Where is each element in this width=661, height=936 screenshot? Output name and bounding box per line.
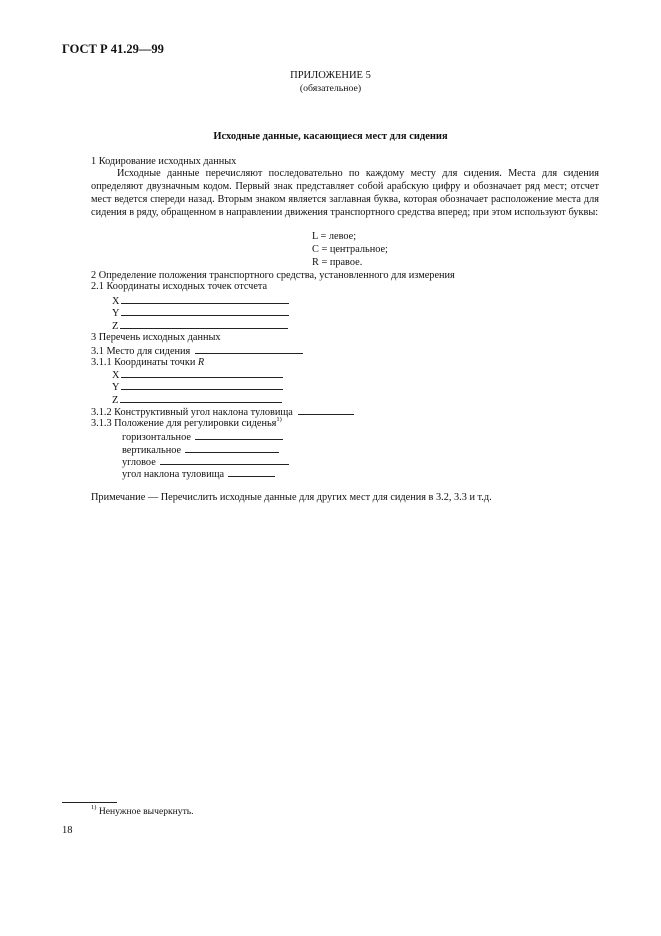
document-code: ГОСТ Р 41.29—99 xyxy=(62,42,164,56)
vertical-field[interactable]: вертикальное xyxy=(122,443,279,457)
horizontal-field[interactable]: горизонтальное xyxy=(122,430,283,444)
point-r-coords-heading: 3.1.1 Координаты точки R xyxy=(91,357,205,368)
angular-field[interactable]: угловое xyxy=(122,455,289,469)
torso-tilt-field[interactable]: угол наклона туловища xyxy=(122,467,275,481)
annex-title: ПРИЛОЖЕНИЕ 5 xyxy=(290,70,371,81)
section-title: Исходные данные, касающиеся мест для сидения xyxy=(213,131,448,142)
footnote: $^{1)}$ Ненужное вычеркнуть. xyxy=(91,804,194,817)
footnote-divider xyxy=(62,802,117,803)
seat-adjust-position-heading: 3.1.3 Положение для регулировки сиденья$^{1)}$ xyxy=(91,416,282,429)
section-2-heading: 2 Определение положения транспортного средства, установленного для измерения xyxy=(91,270,455,281)
point-r-x-field[interactable]: X xyxy=(112,368,283,382)
reference-x-field[interactable]: X xyxy=(112,294,289,308)
point-r-z-field[interactable]: Z xyxy=(112,393,282,407)
section-1-heading: 1 Кодирование исходных данных xyxy=(91,156,237,167)
section-1-paragraph: Исходные данные перечисляют последовательно по каждому месту для сидения. Места для сидения определяют двузначным кодом. Первый знак представляет собой арабскую цифру и обозначает ряд мест; отсчет мест ведется спереди назад. Вторым знаком является заглавная буква, которая обозначает расположение места для сидения в ряду, обращенном в направлении движения транспортного средства вперед; при этом используют буквы: xyxy=(91,168,599,218)
code-right: R = правое. xyxy=(312,257,363,268)
reference-z-field[interactable]: Z xyxy=(112,319,288,333)
code-left: L = левое; xyxy=(312,231,357,242)
page-number: 18 xyxy=(62,825,73,836)
point-r-y-field[interactable]: Y xyxy=(112,380,283,394)
section-3-heading: 3 Перечень исходных данных xyxy=(91,332,221,343)
code-center: C = центральное; xyxy=(312,244,388,255)
section-2-1-heading: 2.1 Координаты исходных точек отсчета xyxy=(91,281,268,292)
seat-place-field[interactable]: 3.1 Место для сидения xyxy=(91,344,303,358)
note-text: Примечание — Перечислить исходные данные для других мест для сидения в 3.2, 3.3 и т.д. xyxy=(91,492,492,503)
annex-subtitle: (обязательное) xyxy=(299,83,362,94)
reference-y-field[interactable]: Y xyxy=(112,306,289,320)
torso-angle-field[interactable]: 3.1.2 Конструктивный угол наклона туловища xyxy=(91,405,354,419)
